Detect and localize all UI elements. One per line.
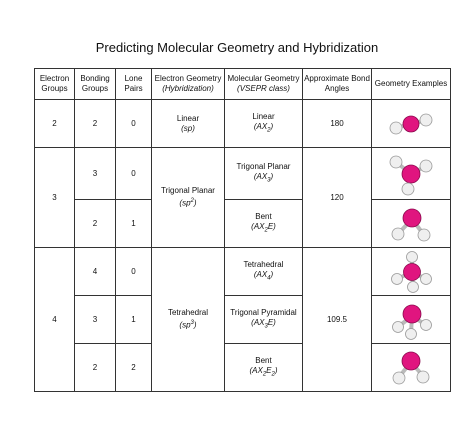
bonding-groups-cell: 2 bbox=[75, 200, 116, 248]
vsepr-part: E bbox=[266, 365, 272, 375]
vsepr-subscript: 2 bbox=[267, 127, 271, 134]
tetrahedral-molecule-icon bbox=[386, 251, 436, 293]
table-row bbox=[35, 200, 451, 248]
table-row bbox=[35, 296, 451, 344]
vsepr-part: (AX bbox=[251, 221, 265, 231]
header-electron-geometry bbox=[152, 69, 225, 100]
vsepr-class bbox=[225, 172, 302, 186]
hybridization-part: (sp bbox=[179, 320, 191, 330]
page-title: Predicting Molecular Geometry and Hybridization bbox=[95, 40, 379, 55]
electron-geometry-name: Tetrahedral bbox=[167, 308, 209, 318]
vsepr-part: ) bbox=[270, 121, 274, 131]
vsepr-part: ) bbox=[270, 269, 274, 279]
vsepr-subscript: 2 bbox=[271, 371, 275, 378]
lone-pairs-cell: 0 bbox=[116, 248, 152, 296]
vsepr-subscript: 2 bbox=[264, 227, 268, 234]
bent-molecule-icon bbox=[386, 203, 436, 245]
vsepr-class bbox=[225, 270, 302, 284]
molecular-geometry-name: Linear bbox=[252, 111, 275, 121]
hybridization-text: (sp) bbox=[181, 123, 195, 133]
linear-molecule-icon bbox=[386, 109, 436, 139]
vsepr-class bbox=[225, 366, 302, 380]
hybridization-text bbox=[152, 196, 224, 209]
header-vsepr-label: (VSEPR class) bbox=[237, 84, 290, 93]
vsepr-subscript: 3 bbox=[264, 323, 268, 330]
example-cell bbox=[372, 248, 451, 296]
bonding-groups-cell: 3 bbox=[75, 148, 116, 200]
vsepr-class bbox=[225, 222, 302, 236]
lone-pairs-cell: 0 bbox=[116, 148, 152, 200]
header-row bbox=[35, 69, 451, 100]
bent-two-lone-pairs-molecule-icon bbox=[386, 347, 436, 389]
electron-geometry-name: Trigonal Planar bbox=[161, 186, 215, 196]
vsepr-part: E) bbox=[267, 221, 276, 231]
header-examples: Geometry Examples bbox=[372, 69, 451, 100]
table-row bbox=[35, 344, 451, 392]
molecular-geometry-name: Bent bbox=[255, 211, 272, 221]
vsepr-part: (AX bbox=[249, 365, 263, 375]
example-cell bbox=[372, 296, 451, 344]
lone-pairs-cell: 1 bbox=[116, 200, 152, 248]
header-electron-geometry-label: Electron Geometry bbox=[154, 74, 222, 83]
electron-geometry-cell bbox=[152, 148, 225, 248]
vsepr-part: (AX bbox=[253, 269, 268, 279]
table-row bbox=[35, 248, 451, 296]
header-electron-groups: Electron Groups bbox=[35, 69, 75, 100]
vsepr-subscript: 3 bbox=[267, 177, 271, 184]
vsepr-part: (AX bbox=[253, 121, 268, 131]
bond-angle-cell: 180 bbox=[303, 100, 372, 148]
bonding-groups-cell: 3 bbox=[75, 296, 116, 344]
vsepr-part: ) bbox=[270, 171, 274, 181]
electron-geometry-cell bbox=[152, 248, 225, 392]
bonding-groups-cell: 4 bbox=[75, 248, 116, 296]
table-row bbox=[35, 100, 451, 148]
bonding-groups-cell: 2 bbox=[75, 100, 116, 148]
bond-angle-cell: 120 bbox=[303, 148, 372, 248]
geometry-table bbox=[34, 68, 451, 392]
header-bonding-groups: Bonding Groups bbox=[75, 69, 116, 100]
vsepr-part: ) bbox=[274, 365, 278, 375]
molecular-geometry-cell bbox=[225, 200, 303, 248]
vsepr-class bbox=[225, 122, 302, 136]
lone-pairs-cell: 2 bbox=[116, 344, 152, 392]
hybridization-superscript: 2 bbox=[190, 198, 194, 205]
example-cell bbox=[372, 148, 451, 200]
header-molecular-geometry bbox=[225, 69, 303, 100]
electron-groups-cell: 3 bbox=[35, 148, 75, 248]
molecular-geometry-cell bbox=[225, 248, 303, 296]
vsepr-subscript: 4 bbox=[267, 275, 271, 282]
example-cell bbox=[372, 200, 451, 248]
table-row bbox=[35, 148, 451, 200]
bonding-groups-cell: 2 bbox=[75, 344, 116, 392]
vsepr-part: (AX bbox=[251, 317, 265, 327]
electron-groups-cell: 4 bbox=[35, 248, 75, 392]
bond-angle-cell: 109.5 bbox=[303, 248, 372, 392]
header-molecular-geometry-label: Molecular Geometry bbox=[227, 74, 300, 83]
trigonal-planar-molecule-icon bbox=[386, 152, 436, 196]
molecular-geometry-cell bbox=[225, 296, 303, 344]
vsepr-class bbox=[225, 318, 302, 332]
molecular-geometry-cell bbox=[225, 100, 303, 148]
molecular-geometry-cell bbox=[225, 148, 303, 200]
example-cell bbox=[372, 100, 451, 148]
molecular-geometry-cell bbox=[225, 344, 303, 392]
lone-pairs-cell: 0 bbox=[116, 100, 152, 148]
trigonal-pyramidal-molecule-icon bbox=[386, 299, 436, 341]
header-lone-pairs: Lone Pairs bbox=[116, 69, 152, 100]
hybridization-part: (sp bbox=[179, 198, 191, 208]
hybridization-part: ) bbox=[193, 320, 197, 330]
molecular-geometry-name: Trigonal Planar bbox=[236, 161, 291, 171]
molecular-geometry-name: Bent bbox=[255, 355, 272, 365]
molecular-geometry-name: Tetrahedral bbox=[243, 259, 284, 269]
electron-groups-cell: 2 bbox=[35, 100, 75, 148]
lone-pairs-cell: 1 bbox=[116, 296, 152, 344]
header-bond-angles: Approximate Bond Angles bbox=[303, 69, 372, 100]
vsepr-part: E) bbox=[267, 317, 276, 327]
hybridization-superscript: 3 bbox=[190, 320, 194, 327]
header-hybridization-label: (Hybridization) bbox=[162, 84, 214, 93]
molecular-geometry-name: Trigonal Pyramidal bbox=[230, 307, 297, 317]
electron-geometry-cell bbox=[152, 100, 225, 148]
hybridization-text bbox=[152, 318, 224, 331]
example-cell bbox=[372, 344, 451, 392]
vsepr-part: (AX bbox=[253, 171, 268, 181]
electron-geometry-name: Linear bbox=[176, 113, 200, 123]
hybridization-part: ) bbox=[193, 198, 197, 208]
vsepr-subscript: 2 bbox=[262, 371, 267, 378]
